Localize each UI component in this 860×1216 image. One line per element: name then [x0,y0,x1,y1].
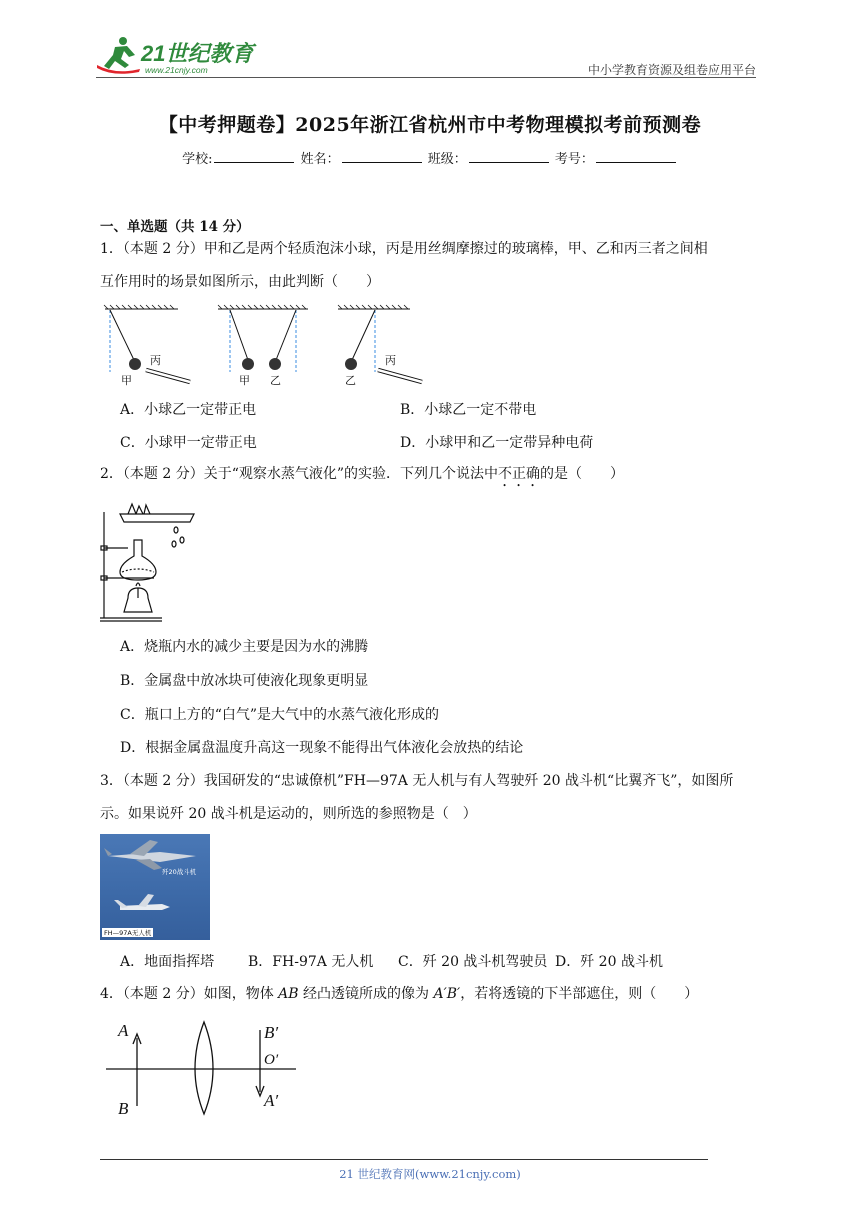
q4-image-ab: A′B′ [433,986,461,1002]
q4-stem-pre: 4．（本题 2 分）如图，物体 [100,986,279,1002]
question-1-stem-line2: 互作用时的场景如图所示，由此判断（ ） [100,274,380,290]
q1-option-d: D．小球甲和乙一定带异种电荷 [400,435,594,451]
q4-stem-post: ，若将透镜的下半部遮住，则（ ） [460,986,699,1002]
q3-option-b: B．FH-97A 无人机 [248,954,374,970]
school-label: 学校: [182,152,213,167]
rod-bing-label-2: 丙 [385,354,396,367]
logo-text: 21世纪教育 [141,41,254,66]
footer-text: 21 世纪教育网(www.21cnjy.com) [339,1167,521,1181]
q2-stem-pre: 2．（本题 2 分）关于“观察水蒸气液化”的实验．下列几个说法中 [100,466,499,482]
label-a-prime: A′ [264,1091,279,1110]
label-a: A [118,1021,129,1040]
aircraft-illustration [100,834,210,940]
name-label: 姓名： [300,152,340,167]
q3-option-d: D．歼 20 战斗机 [555,954,663,970]
q1-option-a: A．小球乙一定带正电 [120,402,257,418]
q2-option-c: C．瓶口上方的“白气”是大气中的水蒸气液化形成的 [120,707,440,723]
header-divider [96,77,756,78]
school-blank [214,150,294,163]
section-heading: 一、单选题（共 14 分） [100,219,250,235]
q3-option-a: A．地面指挥塔 [120,954,215,970]
name-blank [342,150,422,163]
logo-url-text: www.21cnjy.com [145,65,208,75]
question-3-stem-line2: 示。如果说歼 20 战斗机是运动的，则所选的参照物是（ ） [100,806,477,822]
rod-bing-label: 丙 [150,354,161,367]
q2-option-d: D．根据金属盘温度升高这一现象不能得出气体液化会放热的结论 [120,740,524,756]
question-1-stem-line1: 1．（本题 2 分）甲和乙是两个轻质泡沫小球，丙是用丝绸摩擦过的玻璃棒，甲、乙和丙三者之间相 [100,241,708,257]
question-1-figure [100,304,440,388]
q2-stem-emphasis: 不正确 [498,466,541,482]
ball-jia-label-2: 甲 [239,374,250,387]
q4-object-ab: AB [278,986,299,1002]
ball-jia-label: 甲 [121,374,132,387]
question-4-figure [100,1016,310,1120]
class-blank [469,150,549,163]
q1-option-c: C．小球甲一定带正电 [120,435,257,451]
ball-yi-label-2: 乙 [345,374,356,387]
question-3-stem-line1: 3．（本题 2 分）我国研发的“忠诚僚机”FH—97A 无人机与有人驾驶歼 20 战斗机“比翼齐飞”，如图所 [100,773,734,789]
number-blank [596,150,676,163]
q3-option-c: C．歼 20 战斗机驾驶员 [398,954,548,970]
class-label: 班级： [427,152,467,167]
q4-stem-mid: 经凸透镜所成的像为 [298,986,434,1002]
q1-option-b: B．小球乙一定不带电 [400,402,537,418]
photo-label-drone: FH—97A无人机 [104,929,152,937]
student-info [0,148,860,167]
label-b-prime: B′ [264,1023,279,1042]
ball-yi-label: 乙 [270,374,281,387]
exam-title: 【中考押题卷】2025年浙江省杭州市中考物理模拟考前预测卷 [158,114,702,136]
question-2-stem [100,458,760,491]
question-2-figure [98,500,198,622]
label-o-prime: O′ [264,1052,279,1068]
question-4-stem [100,978,760,1011]
number-label: 考号： [554,152,594,167]
site-logo [95,35,260,77]
footer-divider [100,1159,708,1160]
q2-option-a: A．烧瓶内水的减少主要是因为水的沸腾 [120,639,369,655]
label-b: B [118,1099,129,1118]
q2-option-b: B．金属盘中放冰块可使液化现象更明显 [120,673,369,689]
platform-name: 中小学教育资源及组卷应用平台 [587,63,756,77]
question-3-photo [100,834,210,940]
q2-stem-post: 的是（ ） [540,466,625,482]
photo-label-j20: 歼20战斗机 [162,868,197,876]
